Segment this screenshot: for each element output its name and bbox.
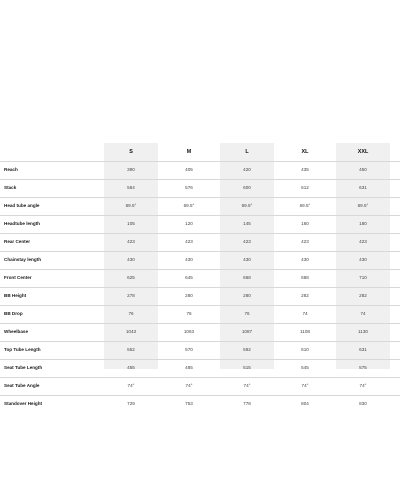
row-label: Top Tube Length: [4, 347, 41, 352]
table-cell: 69.5°: [125, 203, 137, 208]
table-cell: 278: [127, 293, 135, 298]
table-cell: 592: [243, 347, 251, 352]
table-cell: 423: [243, 239, 251, 244]
table-cell: 1108: [300, 329, 310, 334]
row-label: Reach: [4, 167, 18, 172]
table-cell: 485: [185, 365, 193, 370]
table-cell: 74°: [359, 383, 367, 388]
table-cell: 74°: [185, 383, 193, 388]
table-cell: 180: [359, 221, 367, 226]
table-cell: 1130: [358, 329, 368, 334]
table-cell: 120: [185, 221, 193, 226]
table-cell: 430: [243, 257, 251, 262]
table-cell: 420: [243, 167, 251, 172]
table-cell: 280: [185, 293, 193, 298]
table-cell: 710: [359, 275, 367, 280]
table-cell: 74°: [127, 383, 135, 388]
header-row: [0, 143, 400, 161]
row-label: Standover Height: [4, 401, 43, 406]
table-row: [0, 179, 400, 197]
table-cell: 423: [127, 239, 135, 244]
table-row: [0, 269, 400, 287]
table-row: [0, 215, 400, 233]
table-cell: 74°: [301, 383, 309, 388]
table-cell: 688: [301, 275, 309, 280]
table-cell: 1043: [125, 329, 137, 334]
table-cell: 405: [185, 167, 193, 172]
row-label: Seat Tube Length: [4, 365, 43, 370]
table-cell: 804: [301, 401, 309, 406]
table-cell: 668: [243, 275, 251, 280]
table-cell: 145: [243, 221, 251, 226]
table-cell: 545: [301, 365, 309, 370]
table-row: [0, 161, 400, 179]
table-cell: 1063: [183, 329, 195, 334]
row-label: Wheelbase: [4, 329, 28, 334]
table-cell: 450: [359, 167, 367, 172]
table-row: [0, 359, 400, 377]
size-header: XL: [301, 149, 309, 155]
table-row: [0, 233, 400, 251]
row-label: Front Center: [4, 275, 32, 280]
table-cell: 423: [185, 239, 193, 244]
table-cell: 575: [359, 365, 367, 370]
table-cell: 600: [243, 185, 251, 190]
table-cell: 830: [359, 401, 367, 406]
row-label: BB Height: [4, 293, 27, 298]
table-row: [0, 341, 400, 359]
size-header: L: [245, 149, 249, 155]
table-cell: 69.5°: [357, 203, 369, 208]
row-label: Head tube angle: [4, 203, 40, 208]
table-cell: 390: [127, 167, 135, 172]
table-cell: 74: [360, 311, 366, 316]
table-row: [0, 197, 400, 215]
table-cell: 430: [127, 257, 135, 262]
table-cell: 76: [128, 311, 134, 316]
table-cell: 631: [359, 347, 367, 352]
table-cell: 610: [301, 347, 309, 352]
row-label: Headtube length: [4, 221, 40, 226]
table-cell: 430: [301, 257, 309, 262]
size-header: XXL: [357, 149, 369, 155]
table-cell: 645: [185, 275, 193, 280]
table-cell: 282: [301, 293, 309, 298]
table-cell: 455: [127, 365, 135, 370]
table-row: [0, 305, 400, 323]
row-label: Chainstay length: [4, 257, 42, 262]
table-row: [0, 323, 400, 341]
table-cell: 576: [185, 185, 193, 190]
table-cell: 515: [243, 365, 251, 370]
row-label: BB Drop: [4, 311, 23, 316]
table-cell: 160: [301, 221, 309, 226]
row-label: Seat Tube Angle: [4, 383, 40, 388]
size-header: M: [186, 149, 192, 155]
table-row: [0, 251, 400, 269]
size-header: S: [129, 149, 133, 155]
table-cell: 570: [185, 347, 193, 352]
table-cell: 69.5°: [299, 203, 311, 208]
table-cell: 753: [185, 401, 193, 406]
table-cell: 105: [127, 221, 135, 226]
table-cell: 435: [301, 167, 309, 172]
table-cell: 280: [243, 293, 251, 298]
table-cell: 423: [359, 239, 367, 244]
table-row: [0, 395, 400, 413]
table-cell: 69.5°: [241, 203, 253, 208]
table-cell: 423: [301, 239, 309, 244]
table-cell: 74: [302, 311, 308, 316]
table-cell: 282: [359, 293, 367, 298]
table-cell: 564: [127, 185, 135, 190]
table-cell: 729: [127, 401, 135, 406]
table-cell: 69.5°: [183, 203, 195, 208]
row-label: Stack: [4, 185, 17, 190]
table-cell: 430: [359, 257, 367, 262]
table-cell: 612: [301, 185, 309, 190]
table-cell: 778: [243, 401, 251, 406]
table-cell: 430: [185, 257, 193, 262]
table-cell: 76: [186, 311, 192, 316]
table-row: [0, 377, 400, 395]
table-cell: 1087: [241, 329, 253, 334]
table-row: [0, 287, 400, 305]
table-cell: 74°: [243, 383, 251, 388]
table-cell: 76: [244, 311, 250, 316]
table-cell: 631: [359, 185, 367, 190]
table-cell: 552: [127, 347, 135, 352]
row-label: Rear Center: [4, 239, 31, 244]
table-cell: 625: [127, 275, 135, 280]
